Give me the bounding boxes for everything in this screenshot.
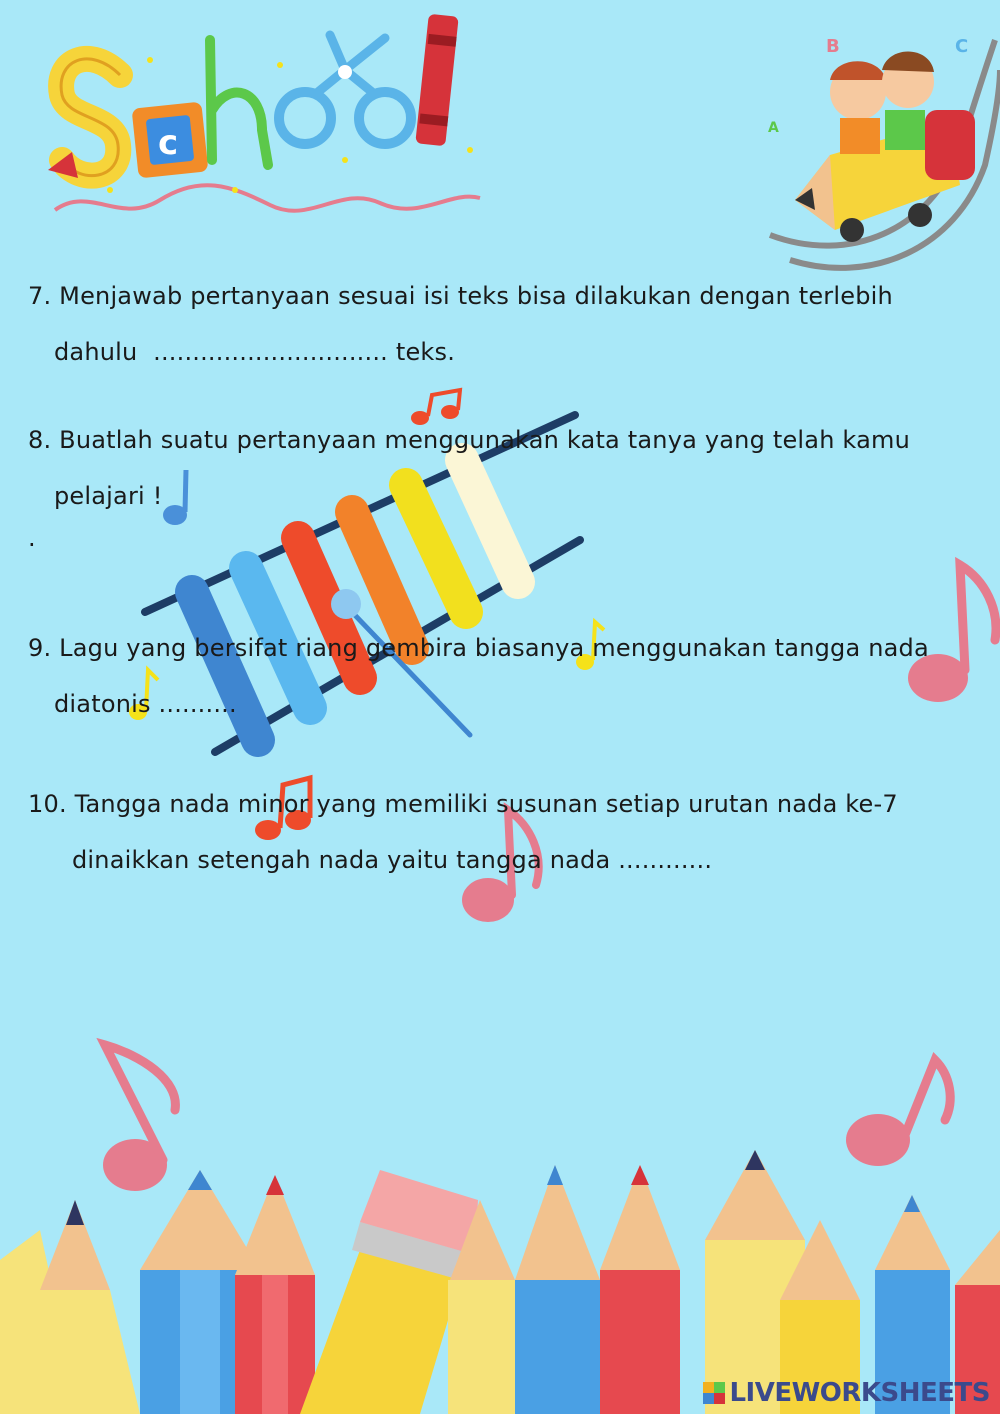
svg-text:C: C [955,36,969,57]
question-7 [28,268,940,380]
pink-note-icon [846,1060,950,1166]
answer-blank[interactable]: .......... [158,690,237,718]
question-9 [28,620,940,732]
question-text-continued: dahulu [54,338,138,366]
answer-blank[interactable]: .............................. [153,338,388,366]
question-text-continued: dinaikkan setengah nada yaitu tangga nada [72,846,611,874]
question-10 [28,776,940,888]
question-text: Lagu yang bersifat riang gembira biasanya menggunakan tangga nada [59,634,929,662]
question-number: 9. [28,634,52,662]
liveworksheets-watermark[interactable] [703,1378,990,1408]
question-number: 7. [28,282,52,310]
svg-text:B: B [826,36,840,57]
svg-text:c: c [158,123,179,163]
answer-blank[interactable]: ............ [618,846,713,874]
question-text: Tangga nada minor yang memiliki susunan setiap urutan nada ke-7 [74,790,898,818]
kids-pencil-illustration [768,36,1000,268]
question-text-continued: diatonis [54,690,151,718]
question-text: Menjawab pertanyaan sesuai isi teks bisa dilakukan dengan terlebih [59,282,893,310]
question-text: Buatlah suatu pertanyaan menggunakan kata tanya yang telah kamu [59,426,911,454]
question-number: 10. [28,790,67,818]
answer-area-8[interactable]: . [28,524,36,552]
question-8 [28,412,940,524]
pink-note-icon [103,1045,175,1191]
liveworksheets-logo-icon [703,1382,725,1404]
question-text-continued: pelajari ! [54,482,163,510]
question-text-suffix: teks. [395,338,456,366]
school-logo [48,14,480,211]
pencils-border [0,1150,1000,1414]
question-number: 8. [28,426,52,454]
svg-text:A: A [768,120,779,136]
watermark-text: LIVEWORKSHEETS [729,1378,990,1408]
